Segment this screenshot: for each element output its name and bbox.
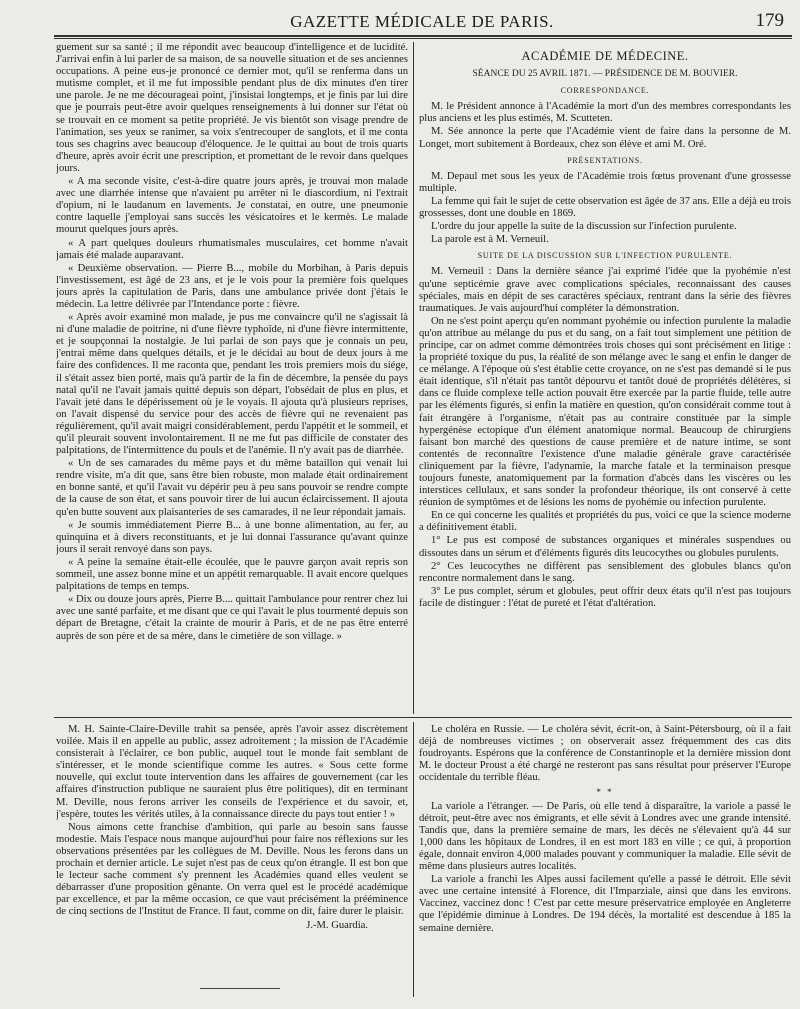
column-right-bottom bbox=[419, 724, 791, 996]
paragraph: « A peine la semaine était-elle écoulée, que le pauvre garçon avait repris son sommeil, une assez bonne mine et un appétit remarquable. Il avait encore quelques palpitations de temps en temps. bbox=[56, 556, 408, 593]
paragraph: M. Verneuil : Dans la dernière séance j'ai exprimé l'idée que la pyohémie n'est qu'une septicémie grave avec complications spéciales, reconnaissant des causes spéciales, mais en dépit de ses caractères spéciaux, rentrant dans la série des fièvres traumatiques. Je vais aujourd'hui compléter la démonstration. bbox=[419, 266, 791, 314]
paragraph: Nous aimons cette franchise d'ambition, qui parle au besoin sans fausse modestie. Mais l'espace nous manque aujourd'hui pour faire nos réflexions sur les observations présentées par les collègues de M. Deville. Nous les ferons dans un prochain et dernier article. Le sujet n'est pas de ceux qu'on étrangle. Il est bon que le lecteur sache comment s'y prennent les Académies quand elles veulent se débarrasser d'une proposition gênante. On verra quel est le procédé académique par excellence, et par la même occasion, ce que vaut précisément la prééminence de cinq sections de l'Institut de France. Il faut, comme on dit, faire durer le plaisir. bbox=[56, 821, 408, 918]
paragraph: On ne s'est point aperçu qu'en nommant pyohémie ou infection purulente la maladie qu'on attribue au mélange du pus et du sang, on a fait tout simplement une pétition de principe, car on admet comme démontrées trois choses qui sont précisément en litige : la propriété toxique du pus, la réalité de son mélange avec le sang et enfin le danger de ce mélange. A l'époque où s'est établie cette croyance, on ne s'est pas demandé si le pus était identique, s'il n'était pas tantôt dépourvu et tantôt doué de propriétés délétères, si dans ce fluide complexe telle action pouvait être exercée par la partie fluide, telle autre par les éléments figurés, si enfin la matière en question, qu'on considérait comme tout à fait étrangère à l'organisme, n'était pas au contraire constituée par la simple hypergénèse ectopique d'un élément anatomique normal. Beaucoup de chirurgiens faisant bon marché des questions de cause première et de nature intime, se sont contentés de reconnaître l'existence d'une maladie générale grave caractérisée cliniquement par la fièvre, l'adynamie, la marche fatale et la terminaison presque toujours funeste, anatomiquement par la formation d'abcès dans les viscères ou les interstices cellulaux, et sans sonder la profondeur théorique, ils ont conservé à cette réunion de symptômes et de lésions les noms de pyohémie ou infection purulente. bbox=[419, 315, 791, 509]
paragraph: M. Sée annonce la perte que l'Académie vient de faire dans la personne de M. Longet, mort subitement à Bordeaux, chez son élève et ami M. Oré. bbox=[419, 126, 791, 150]
paragraph: La femme qui fait le sujet de cette observation est âgée de 37 ans. Elle a déjà eu trois grossesses, dont une double en 1869. bbox=[419, 195, 791, 220]
subheading-correspondance: CORRESPONDANCE. bbox=[560, 86, 650, 96]
paragraph: M. Depaul met sous les yeux de l'Académie trois fœtus provenant d'une grossesse multiple. bbox=[419, 170, 791, 194]
paragraph: « Après avoir examiné mon malade, je pus me convaincre qu'il ne s'agissait là ni d'une maladie de poitrine, ni d'une fièvre typhoïde, ni d'une fièvre intermittente, et je soupçonnai la nostalgie. Je lui parlai de son pays que je connais un peu, j'entrai même dans quelques détails, et je le décidai au bout de deux jours à me faire des confidences. Il me raconta que, pendant les trois premiers mois du siége, il s'était assez bien porté, mais qu'à partir de la fin de décembre, la pensée du pays natal qu'il ne l'avait jamais quitté depuis son départ, l'obsédait de plus en plus, et l'avait jeté dans le dépérissement où je le voyais. Il ajouta qu'à plusieurs reprises, on l'avait dispensé du service pour des accès de fièvre qui ne revenaient pas régulièrement, qu'il avait maigri considérablement, perdu l'appétit et le sommeil, et qu'il pleurait souvent involontairement. Il ne me fut pas difficile de constater des palpitations, de l'intermittence du pouls et de l'anémie. Il n'y avait pas de diarrhée. bbox=[56, 312, 408, 457]
paragraph: « A ma seconde visite, c'est-à-dire quatre jours après, je trouvai mon malade avec une diarrhée intense que n'avaient pu arrêter ni le diascordium, ni l'extrait d'opium, ni le laudanum en lavements. Je constatai, en outre, une pneumonie contre laquelle j'employai sans succès les vésicatoires et le kermès. Le malade mourut quelques jours après. bbox=[56, 176, 408, 236]
author-signature: J.-M. Guardia. bbox=[306, 919, 368, 931]
paragraph-variole: La variole a l'étranger. — De Paris, où elle tend à disparaître, la variole a passé le détroit, peut-être avec nos émigrants, et elle sévit à Londres avec une grande intensité. Tandis que, dans la première semaine de mars, les décès ne s'élevaient qu'à 44 sur 1,000 dans les hôpitaux de Londres, il en est mort 183 en ville ; ce qui, à proportion égale, donnait environ 4,000 malades pouvant y communiquer la maladie. Elle sévit de même dans plusieurs autres localités. bbox=[419, 800, 791, 873]
paragraph: « Je soumis immédiatement Pierre B... à une bonne alimentation, au fer, au quinquina et à divers reconstituants, et je lui donnai l'assurance qu'avant quinze jours il serait renvoyé dans son pays. bbox=[56, 519, 408, 555]
paragraph: M. H. Sainte-Claire-Deville trahit sa pensée, après l'avoir assez discrètement voilée. Mais il en appelle au public, assez adroitement ; la mission de l'Académie consisterait à l'éclairer, ce bon public, auquel tout le monde fait semblant de s'intéresser, et le monde scientifique comme les autres. « Sous cette forme nouvelle, qui exclut toute intervention dans les affaires de gouvernement (car les affaires d'instruction publique ne sauraient plus être politiques), dit en terminant M. Deville, nous ferons arriver les conseils de l'expérience et du savoir, et, j'espère, toutes les vérités utiles, à la connaissance directe du pays tout entier ! » bbox=[56, 724, 408, 820]
paragraph: 2° Ces leucocythes ne diffèrent pas sensiblement des globules blancs qu'on rencontre normalement dans le sang. bbox=[419, 560, 791, 584]
paragraph: 3° Le pus complet, sérum et globules, peut offrir deux états qu'il n'est pas toujours facile de distinguer : l'état de pureté et l'état d'altération. bbox=[419, 585, 791, 609]
paragraph: guement sur sa santé ; il me répondit avec beaucoup d'intelligence et de lucidité. J'arrivai enfin à lui parler de sa maison, de sa nouvelle situation et de ses anciennes occupations. A peine eus-je prononcé ce dernier mot, qu'il se renferma dans un mutisme complet, et il me fut impossible pendant plus de dix minutes d'en tirer une parole. Je ne me décourageai point, j'insistai longtemps, et je finis par lui dire que je pourrais peut-être avoir quelques renseignements à lui donner sur l'état où se trouvait en ce moment sa petite propriété. Je vis bientôt son visage prendre de l'animation, ses yeux se ranimer, sa voix s'entrecouper de sanglots, et il me conta tous ses chagrins avec beaucoup d'éloquence. Je le quittai au bout de trois quarts d'heure, après avoir écrit une prescription, et promettant de le revoir dans quelques jours. bbox=[56, 42, 408, 174]
paragraph: 1° Le pus est composé de substances organiques et minérales suspendues ou dissoutes dans un sérum et d'éléments figurés dits leucocythes ou globules purulents. bbox=[419, 535, 791, 559]
paragraph: « Deuxième observation. — Pierre B..., mobile du Morbihan, à Paris depuis l'investissement, est âgé de 23 ans, et je le vois pour la première fois quelques jours après la capitulation de Paris, dans une ambulance privée dont j'étais le médecin. La lettre délivrée par l'Intendance porte : fièvre. bbox=[56, 262, 408, 310]
column-left-bottom bbox=[56, 724, 408, 974]
paragraph: L'ordre du jour appelle la suite de la discussion sur l'infection purulente. bbox=[431, 221, 737, 233]
column-divider-bottom bbox=[413, 722, 414, 997]
page-header bbox=[54, 10, 790, 34]
section-divider bbox=[54, 717, 792, 718]
paragraph: La parole est à M. Verneuil. bbox=[431, 234, 549, 246]
subheading-suite-discussion: SUITE DE LA DISCUSSION SUR L'INFECTION PURULENTE. bbox=[477, 251, 733, 261]
paragraph: « Dix ou douze jours après, Pierre B.... quittait l'ambulance pour rentrer chez lui avec une santé parfaite, et me disant que ce qui l'avait le plus tourmenté depuis son départ de Bretagne, c'était la crainte de mourir à Paris, et de ne pas être enterré auprès de son père et de sa mère, dans le cimetière de son village. » bbox=[56, 594, 408, 642]
header-rule-thin bbox=[54, 38, 792, 39]
journal-title: GAZETTE MÉDICALE DE PARIS. bbox=[290, 12, 554, 31]
academie-heading: ACADÉMIE DE MÉDECINE. bbox=[521, 49, 689, 63]
end-rule bbox=[200, 988, 280, 989]
column-left-top bbox=[56, 42, 408, 712]
subheading-presentations: PRÉSENTATIONS. bbox=[567, 155, 643, 165]
paragraph: « A part quelques douleurs rhumatismales musculaires, cet homme n'avait jamais été malade auparavant. bbox=[56, 237, 408, 261]
seance-line: SÉANCE DU 25 AVRIL 1871. — PRÉSIDENCE DE M. BOUVIER. bbox=[472, 69, 738, 80]
paragraph-cholera: Le choléra en Russie. — Le choléra sévit, écrit-on, à Saint-Pétersbourg, où il a fait déjà de nombreuses victimes ; on observerait assez fréquemment des cas dits foudroyants. Espérons que la conférence de Constantinople et la dernière mission dont M. le docteur Proust a été chargé ne resteront pas sans résultat pour préserver l'Europe occidentale du terrible fléau. bbox=[419, 724, 791, 784]
paragraph: M. le Président annonce à l'Académie la mort d'un des membres correspondants les plus anciens et les plus estimés, M. Scutteten. bbox=[419, 101, 791, 125]
header-rule bbox=[54, 35, 792, 37]
page-number: 179 bbox=[755, 10, 784, 31]
column-right-top bbox=[419, 42, 791, 714]
column-divider-top bbox=[413, 42, 414, 714]
asterism: * * bbox=[596, 787, 614, 798]
paragraph: « Un de ses camarades du même pays et du même bataillon qui venait lui rendre visite, m'a dit que, sans être bien robuste, mon malade était ordinairement en bonne santé, et qu'il l'avait vu dépérir peu à peu sans pouvoir se rendre compte de la cause de son état, et sans pouvoir tirer de lui aucun éclaircissement. Il ajouta qu'en butte souvent aux plaisanteries de ses camarades, il ne leur répondait jamais. bbox=[56, 458, 408, 518]
paragraph-alpes: La variole a franchi les Alpes aussi facilement qu'elle a passé le détroit. Elle sévit avec une certaine intensité à Florence, dit l'Imparziale, ainsi que dans les environs. Vaccinez, vaccinez donc ! C'est par cette mesure préservatrice employée en Angleterre que l'épidémie diminue à Londres. De 194 décès, la mortalité est descendue à 185 la semaine dernière. bbox=[419, 874, 791, 934]
paragraph: En ce qui concerne les qualités et propriétés du pus, voici ce que la science moderne a définitivement établi. bbox=[419, 510, 791, 534]
